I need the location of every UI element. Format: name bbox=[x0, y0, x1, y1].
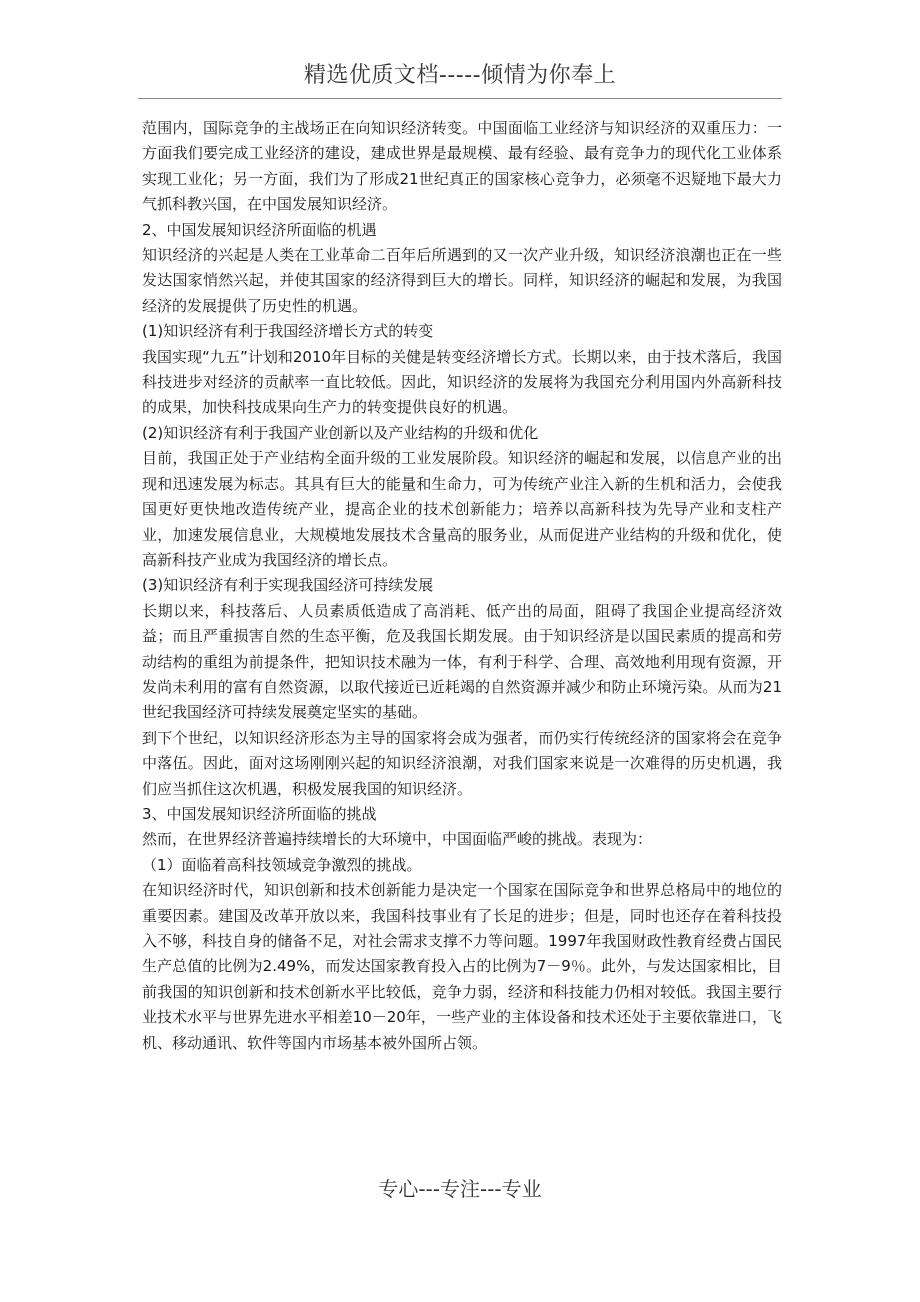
paragraph: 在知识经济时代，知识创新和技术创新能力是决定一个国家在国际竞争和世界总格局中的地位的重要因素。建国及改革开放以来，我国科技事业有了长足的进步；但是，同时也还存在着科技投入不够，科技自身的储备不足，对社会需求支撑不力等问题。1997年我国财政性教育经费占国民生产总值的比例为2.49%，而发达国家教育投入占的比例为7－9％。此外，与发达国家相比，目前我国的知识创新和技术创新水平比较低，竞争力弱，经济和科技能力仍相对较低。我国主要行业技术水平与世界先进水平相差10－20年，一些产业的主体设备和技术还处于主要依靠进口，飞机、移动通讯、软件等国内市场基本被外国所占领。 bbox=[142, 881, 782, 1052]
subsection-heading: (2)知识经济有利于我国产业创新以及产业结构的升级和优化 bbox=[142, 423, 539, 442]
subsection-heading: (3)知识经济有利于实现我国经济可持续发展 bbox=[142, 576, 434, 595]
paragraph: 长期以来，科技落后、人员素质低造成了高消耗、低产出的局面，阻碍了我国企业提高经济效益；而且严重损害自然的生态平衡，危及我国长期发展。由于知识经济是以国民素质的提高和劳动结构的重组为前提条件，把知识技术融为一体，有利于科学、合理、高效地利用现有资源，开发尚未利用的富有自然资源，以取代接近已近耗竭的自然资源并减少和防止环境污染。从而为21世纪我国经济可持续发展奠定坚实的基础。 bbox=[142, 601, 782, 722]
section-heading: 2、中国发展知识经济所面临的机遇 bbox=[142, 220, 377, 239]
header-divider bbox=[138, 98, 782, 99]
paragraph: 然而，在世界经济普遍持续增长的大环境中，中国面临严峻的挑战。表现为： bbox=[142, 830, 653, 849]
page-header: 精选优质文档-----倾情为你奉上 bbox=[303, 63, 617, 88]
section-heading: 3、中国发展知识经济所面临的挑战 bbox=[142, 804, 377, 823]
paragraph: 知识经济的兴起是人类在工业革命二百年后所遇到的又一次产业升级，知识经济浪潮也正在一些发达国家悄然兴起，并使其国家的经济得到巨大的增长。同样，知识经济的崛起和发展，为我国经济的发展提供了历史性的机遇。 bbox=[142, 246, 782, 315]
subsection-heading: （1）面临着高科技领域竞争激烈的挑战。 bbox=[142, 855, 422, 874]
subsection-heading: (1)知识经济有利于我国经济增长方式的转变 bbox=[142, 322, 434, 341]
paragraph: 我国实现“九五”计划和2010年目标的关健是转变经济增长方式。长期以来，由于技术落后，我国科技进步对经济的贡献率一直比较低。因此，知识经济的发展将为我国充分利用国内外高新科技的成果，加快科技成果向生产力的转变提供良好的机遇。 bbox=[142, 347, 782, 417]
page-footer: 专心---专注---专业 bbox=[378, 1177, 542, 1201]
paragraph: 范围内，国际竞争的主战场正在向知识经济转变。中国面临工业经济与知识经济的双重压力：一方面我们要完成工业经济的建设，建成世界是最规模、最有经验、最有竞争力的现代化工业体系实现工业化；另一方面，我们为了形成21世纪真正的国家核心竞争力，必须毫不迟疑地下最大力气抓科教兴国，在中国发展知识经济。 bbox=[142, 119, 782, 214]
paragraph: 到下个世纪，以知识经济形态为主导的国家将会成为强者，而仍实行传统经济的国家将会在竞争中落伍。因此，面对这场刚刚兴起的知识经济浪潮，对我们国家来说是一次难得的历史机遇，我们应当抓住这次机遇，积极发展我国的知识经济。 bbox=[142, 728, 782, 798]
paragraph: 目前，我国正处于产业结构全面升级的工业发展阶段。知识经济的崛起和发展，以信息产业的出现和迅速发展为标志。其具有巨大的能量和生命力，可为传统产业注入新的生机和活力，会使我国更好更快地改造传统产业，提高企业的技术创新能力；培养以高新科技为先导产业和支柱产业，加速发展信息业，大规模地发展技术含量高的服务业，从而促进产业结构的升级和优化，使高新科技产业成为我国经济的增长点。 bbox=[142, 449, 782, 569]
document-body bbox=[142, 116, 782, 1056]
